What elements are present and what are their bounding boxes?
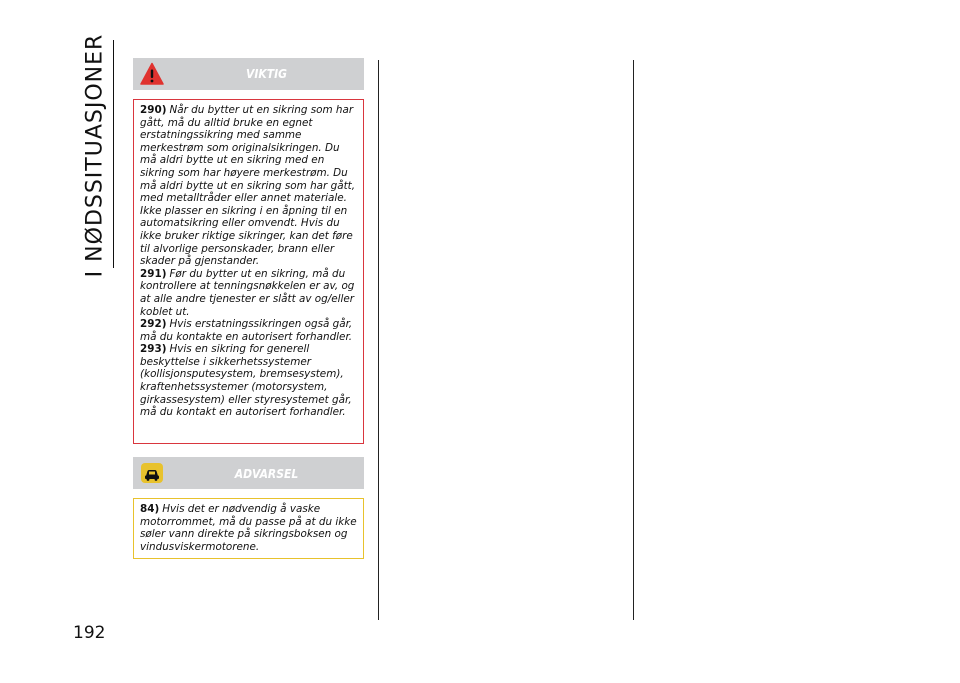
caution-heading: ADVARSEL (234, 467, 299, 481)
note-290 (140, 104, 357, 268)
chapter-rule (113, 40, 114, 268)
note-number: 292) (140, 318, 167, 331)
note-292 (140, 318, 357, 343)
important-header (133, 58, 364, 90)
note-number: 84) (140, 503, 160, 515)
caution-header (133, 457, 364, 489)
column-divider (378, 60, 379, 620)
warning-triangle-icon (140, 62, 164, 86)
note-text: Hvis det er nødvendig å vaske motorrommet, må du passe på at du ikke søler vann direkte på sikringsboksen og vindusviskermotorene. (140, 503, 357, 553)
note-text: Hvis erstatningssikringen også går, må du kontakte en autorisert forhandler. (140, 318, 353, 343)
note-number: 293) (140, 343, 167, 356)
chapter-title: I NØDSSITUASJONER (82, 33, 108, 277)
important-notes (133, 99, 364, 444)
column-divider (633, 60, 634, 620)
note-291 (140, 268, 357, 318)
car-caution-icon (140, 462, 164, 484)
page-number: 192 (73, 623, 106, 643)
note-293 (140, 343, 357, 419)
note-number: 291) (140, 267, 167, 280)
note-number: 290) (140, 104, 167, 116)
note-text: Når du bytter ut en sikring som har gått, må du alltid bruke en egnet erstatningssikring med samme merkestrøm som originalsikringen. Du må aldri bytte ut en sikring med en sikring som har høyere merkestrøm. Du må aldri bytte ut en sikring som har gått, med metalltråder eller annet materiale. Ikke plasser en sikring i en åpning til en automatsikring eller omvendt. Hvis du ikke bruker riktige sikringer, kan det føre til alvorlige personskader, brann eller skader på gjenstander. (140, 104, 356, 268)
note-text: Før du bytter ut en sikring, må du kontrollere at tenningsnøkkelen er av, og at alle andre tjenester er slått av og/eller koblet ut. (140, 267, 355, 318)
important-heading: VIKTIG (246, 67, 287, 81)
note-84 (140, 503, 357, 553)
caution-notes (133, 498, 364, 559)
chapter-title-container (80, 33, 110, 277)
note-text: Hvis en sikring for generell beskyttelse i sikkerhetssystemer (kollisjonsputesystem, bremsesystem), kraftenhetssystemer (motorsystem, girkassesystem) eller styresystemet går, må du kontakt en autorisert forhandler. (140, 343, 352, 419)
